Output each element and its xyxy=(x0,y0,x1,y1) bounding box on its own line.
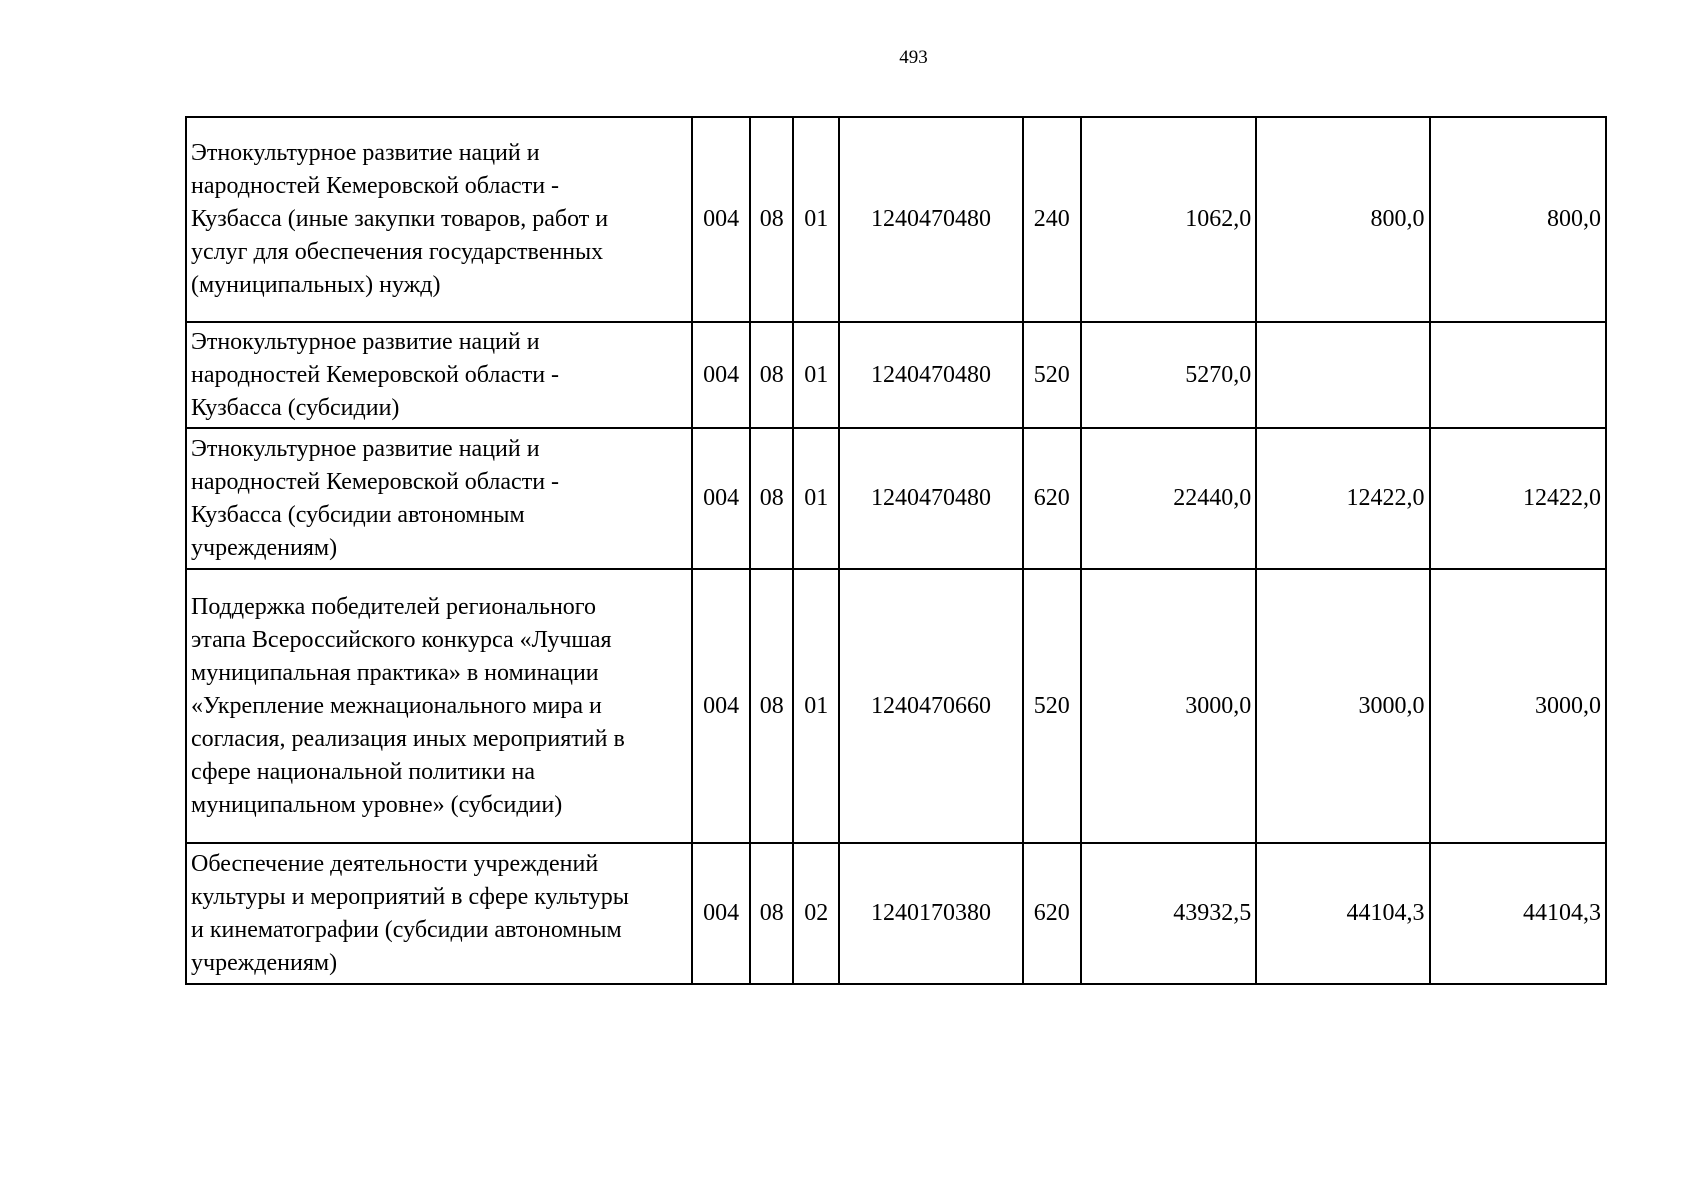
section-code: 08 xyxy=(750,428,793,569)
amount-1: 5270,0 xyxy=(1081,322,1256,428)
expense-type-code: 620 xyxy=(1023,843,1081,984)
amount-2: 12422,0 xyxy=(1256,428,1429,569)
amount-1: 1062,0 xyxy=(1081,117,1256,322)
row-name: Обеспечение деятельности учреждений культуры и мероприятий в сфере культуры и кинематографии (субсидии автономным учреждениям) xyxy=(191,850,629,976)
table-row xyxy=(186,117,1606,322)
section-code: 08 xyxy=(750,117,793,322)
amount-2 xyxy=(1256,322,1429,428)
target-article-code: 1240470480 xyxy=(839,322,1022,428)
expense-type-code: 520 xyxy=(1023,569,1081,843)
row-name: Этнокультурное развитие наций и народностей Кемеровской области - Кузбасса (иные закупки товаров, работ и услуг для обеспечения государственных (муниципальных) нужд) xyxy=(191,140,609,298)
amount-1: 3000,0 xyxy=(1081,569,1256,843)
table-row xyxy=(186,843,1606,984)
expense-type-code: 240 xyxy=(1023,117,1081,322)
ministry-code: 004 xyxy=(692,322,750,428)
subsection-code: 01 xyxy=(793,569,839,843)
amount-2: 3000,0 xyxy=(1256,569,1429,843)
target-article-code: 1240470660 xyxy=(839,569,1022,843)
table-row xyxy=(186,428,1606,569)
ministry-code: 004 xyxy=(692,428,750,569)
amount-2: 44104,3 xyxy=(1256,843,1429,984)
amount-3: 12422,0 xyxy=(1430,428,1606,569)
subsection-code: 02 xyxy=(793,843,839,984)
budget-table xyxy=(185,116,1607,985)
amount-2: 800,0 xyxy=(1256,117,1429,322)
amount-3: 800,0 xyxy=(1430,117,1606,322)
subsection-code: 01 xyxy=(793,322,839,428)
amount-3: 3000,0 xyxy=(1430,569,1606,843)
table-row xyxy=(186,569,1606,843)
amount-3 xyxy=(1430,322,1606,428)
section-code: 08 xyxy=(750,322,793,428)
expense-type-code: 520 xyxy=(1023,322,1081,428)
target-article-code: 1240170380 xyxy=(839,843,1022,984)
target-article-code: 1240470480 xyxy=(839,117,1022,322)
row-name: Этнокультурное развитие наций и народностей Кемеровской области - Кузбасса (субсидии автономным учреждениям) xyxy=(191,435,560,561)
target-article-code: 1240470480 xyxy=(839,428,1022,569)
row-name: Поддержка победителей регионального этапа Всероссийского конкурса «Лучшая муниципальная практика» в номинации «Укрепление межнационального мира и согласия, реализация иных мероприятий в сфере национальной политики на муниципальном уровне» (субсидии) xyxy=(191,593,625,818)
ministry-code: 004 xyxy=(692,843,750,984)
row-name: Этнокультурное развитие наций и народностей Кемеровской области - Кузбасса (субсидии) xyxy=(191,328,560,421)
ministry-code: 004 xyxy=(692,117,750,322)
amount-1: 22440,0 xyxy=(1081,428,1256,569)
section-code: 08 xyxy=(750,843,793,984)
amount-1: 43932,5 xyxy=(1081,843,1256,984)
amount-3: 44104,3 xyxy=(1430,843,1606,984)
subsection-code: 01 xyxy=(793,428,839,569)
subsection-code: 01 xyxy=(793,117,839,322)
page-number: 493 xyxy=(899,47,928,68)
ministry-code: 004 xyxy=(692,569,750,843)
table-row xyxy=(186,322,1606,428)
section-code: 08 xyxy=(750,569,793,843)
expense-type-code: 620 xyxy=(1023,428,1081,569)
